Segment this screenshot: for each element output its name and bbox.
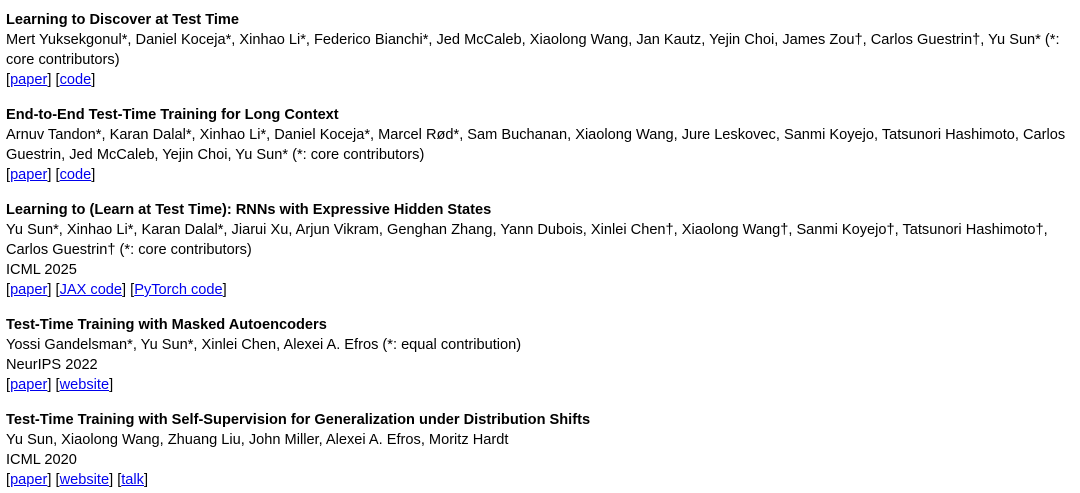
publication-links: [paper] [code] [6,72,96,88]
paper-link[interactable]: paper [10,72,48,88]
publication-title: Test-Time Training with Masked Autoencoders [6,317,327,333]
publication-title: Learning to Discover at Test Time [6,12,240,28]
publication-venue: ICML 2020 [6,452,77,468]
paper-link[interactable]: paper [10,282,48,298]
publication-authors: Yu Sun*, Xinhao Li*, Karan Dalal*, Jiarui Xu, Arjun Vikram, Genghan Zhang, Yann Dubois, Xinlei Chen†, Xiaolong Wang†, Sanmi Koyejo†, Tatsunori Hashimoto†, Carlos Guestrin† (*: core contributors) [6,222,1048,258]
talk-link[interactable]: talk [121,472,144,488]
jax-code-link[interactable]: JAX code [59,282,123,298]
publication-links: [paper] [website] [6,377,114,393]
website-link[interactable]: website [59,377,110,393]
paper-link[interactable]: paper [10,472,48,488]
publication-title: Test-Time Training with Self-Supervision for Generalization under Distribution Shifts [6,412,591,428]
publication-authors: Yossi Gandelsman*, Yu Sun*, Xinlei Chen, Alexei A. Efros (*: equal contribution) [6,337,522,353]
website-link[interactable]: website [59,472,110,488]
publication-authors: Mert Yuksekgonul*, Daniel Koceja*, Xinhao Li*, Federico Bianchi*, Jed McCaleb, Xiaolong Wang, Jan Kautz, Yejin Choi, James Zou†, Carlos Guestrin†, Yu Sun* (*: core contributors) [6,32,1060,68]
publication-links: [paper] [JAX code] [PyTorch code] [6,282,227,298]
publication-venue: NeurIPS 2022 [6,357,98,373]
publication-entry [6,105,1080,185]
publication-entry [6,200,1080,300]
publication-links: [paper] [code] [6,167,96,183]
publication-entry [6,10,1080,90]
publication-entry [6,315,1080,395]
pytorch-code-link[interactable]: PyTorch code [134,282,223,298]
publication-authors: Arnuv Tandon*, Karan Dalal*, Xinhao Li*, Daniel Koceja*, Marcel Rød*, Sam Buchanan, Xiaolong Wang, Jure Leskovec, Sanmi Koyejo, Tatsunori Hashimoto, Carlos Guestrin, Jed McCaleb, Yejin Choi, Yu Sun* (*: core contributors) [6,127,1066,163]
publication-entry [6,410,1080,490]
publication-title: Learning to (Learn at Test Time): RNNs with Expressive Hidden States [6,202,492,218]
publication-links: [paper] [website] [talk] [6,472,149,488]
paper-link[interactable]: paper [10,167,48,183]
publication-venue: ICML 2025 [6,262,77,278]
code-link[interactable]: code [59,72,92,88]
publication-title: End-to-End Test-Time Training for Long Context [6,107,339,123]
publication-authors: Yu Sun, Xiaolong Wang, Zhuang Liu, John Miller, Alexei A. Efros, Moritz Hardt [6,432,509,448]
code-link[interactable]: code [59,167,92,183]
paper-link[interactable]: paper [10,377,48,393]
